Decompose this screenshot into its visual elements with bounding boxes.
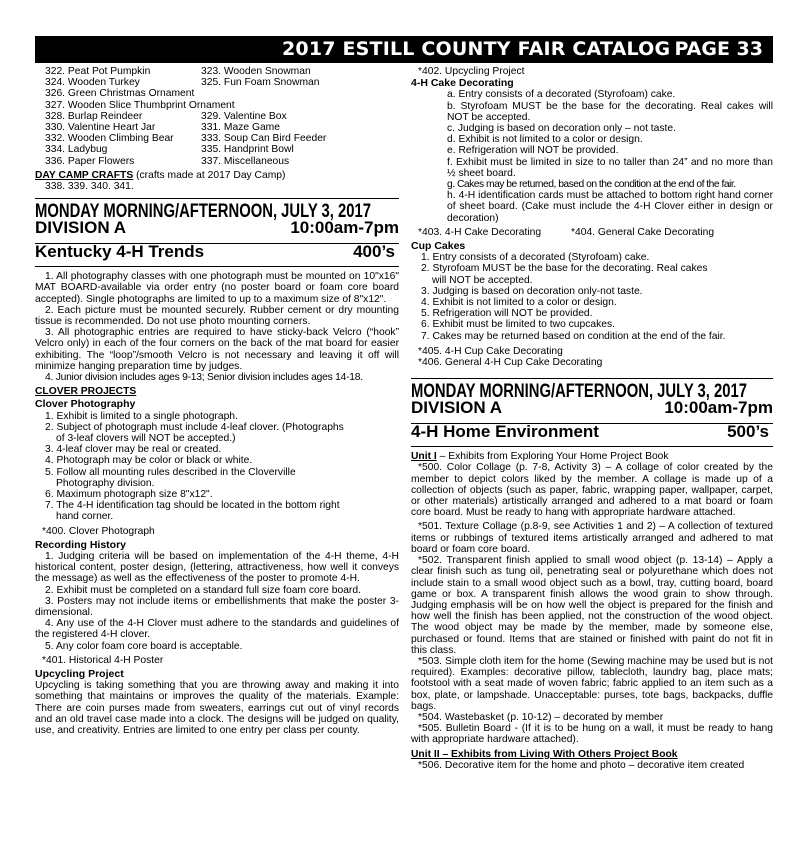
unit-1-heading — [411, 451, 773, 462]
list-item: 5. Refrigeration will NOT be provided. — [421, 308, 593, 320]
list-item: hand corner. — [56, 511, 114, 523]
item-327: 327. Wooden Slice Thumbprint Ornament — [45, 99, 235, 111]
rule-paragraph: 5. Any color foam core board is acceptable. — [45, 640, 243, 652]
item-337: 337. Miscellaneous — [201, 155, 290, 167]
recording-history-heading: Recording History — [35, 538, 127, 551]
rule-paragraph: 2. Each picture must be mounted securely. Rubber cement or dry mounting tissue is recommended. Do not use photo mounting corners. — [35, 304, 399, 327]
list-item: 1. Exhibit is limited to a single photograph. — [45, 410, 238, 422]
list-item: d. Exhibit is not limited to a color or design. — [447, 134, 643, 146]
upcycling-paragraph: Upcycling is taking something that you are throwing away and making it into something that maintains or improves the quality of the materials. Example: There are coin purses made from sweaters, earrings cut out of vinyl records and an old travel case made into a clock. The designs will be judged on quality, use, and creativity. Entries are limited to one entry per class per county. — [35, 680, 399, 737]
division-time: 10:00am-7pm — [664, 398, 773, 418]
clover-projects-heading: CLOVER PROJECTS — [35, 386, 137, 398]
unit-2-heading: Unit II – Exhibits from Living With Others Project Book — [411, 748, 678, 760]
list-item — [35, 77, 399, 88]
list-item: 5. Follow all mounting rules described in the Cloverville — [45, 466, 296, 478]
section-title: Kentucky 4-H Trends — [35, 242, 205, 262]
list-item: e. Refrigeration will NOT be provided. — [447, 145, 619, 157]
rule-paragraph: 4. Any use of the 4-H Clover must adhere to the standards and guidelines of the registered 4-H clover. — [35, 618, 399, 641]
day-camp-heading — [35, 170, 399, 181]
schedule-heading: MONDAY MORNING/AFTERNOON, JULY 3, 2017 — [35, 201, 372, 223]
list-item: 7. The 4-H identification tag should be located in the bottom right — [45, 500, 340, 512]
cake-rules — [411, 89, 773, 223]
rule-paragraph: 4. Junior division includes ages 9-13; Senior division includes ages 14-18. — [45, 371, 363, 383]
item-336: 336. Paper Flowers — [45, 155, 135, 167]
section-row — [411, 424, 773, 446]
unit-1-text: – Exhibits from Exploring Your Home Project Book — [436, 451, 669, 463]
list-item: a. Entry consists of a decorated (Styrofoam) cake. — [447, 89, 676, 101]
division-row — [411, 398, 773, 421]
division-label: DIVISION A — [411, 398, 502, 418]
list-item: 6. Exhibit must be limited to two cupcakes. — [421, 319, 616, 331]
clover-photo-heading: Clover Photography — [35, 398, 136, 411]
list-item: 2. Styrofoam MUST be the base for the decorating. Real cakes — [421, 263, 708, 275]
list-item: 7. Cakes may be returned based on condition at the end of the fair. — [421, 330, 726, 342]
list-item — [35, 111, 399, 122]
division-label: DIVISION A — [35, 218, 126, 238]
list-item: 2. Subject of photograph must include 4-leaf clover. (Photographs — [45, 421, 344, 433]
rule-paragraph: 1. All photography classes with one photograph must be mounted on 10"x16" MAT BOARD-available via order entry (no poster board or foam core board accepted). Single photographs are limited to up to a maximum size of 8"x12". — [35, 271, 399, 305]
item-328: 328. Burlap Reindeer — [45, 110, 143, 122]
cup-cakes-heading: Cup Cakes — [411, 240, 466, 253]
section-number: 400’s — [353, 242, 395, 262]
item-332: 332. Wooden Climbing Bear — [45, 133, 174, 145]
list-item: f. Exhibit must be limited in size to no taller than 24” and no more than ½ sheet board. — [447, 156, 773, 179]
page-header-bar — [35, 36, 773, 63]
list-item — [35, 122, 399, 133]
class-403: *403. 4-H Cake Decorating — [418, 226, 542, 238]
unit-1-label: Unit I — [411, 451, 437, 463]
section-title: 4-H Home Environment — [411, 422, 599, 442]
item-322: 322. Peat Pot Pumpkin — [45, 66, 151, 77]
entry-paragraph: *504. Wastebasket (p. 10-12) – decorated by member — [418, 711, 664, 723]
class-400: *400. Clover Photograph — [42, 525, 155, 537]
list-item — [35, 133, 399, 144]
day-camp-title: DAY CAMP CRAFTS — [35, 169, 134, 181]
item-323: 323. Wooden Snowman — [201, 66, 311, 77]
class-404: *404. General Cake Decorating — [571, 226, 715, 238]
right-column — [411, 66, 773, 771]
list-item: 1. Entry consists of a decorated (Styrofoam) cake. — [421, 252, 650, 264]
list-item: of 3-leaf clovers will NOT be accepted.) — [56, 432, 236, 444]
list-item — [35, 66, 399, 77]
list-item: Photography division. — [56, 477, 155, 489]
entry-paragraph: *500. Color Collage (p. 7-8, Activity 3) – A collage of color created by the member to depict colors liked by the member. A collage is made up of a collection of objects (such as paper, fabric, wrapping paper, wallpaper, carpet, or other materials) artistically arranged and adhered to a mat board or foam core board. Must be ready to hang with appropriate hardware attached. — [411, 462, 773, 519]
item-325: 325. Fun Foam Snowman — [201, 77, 320, 89]
item-324: 324. Wooden Turkey — [45, 77, 140, 89]
class-row — [411, 227, 773, 238]
class-401: *401. Historical 4-H Poster — [42, 654, 164, 666]
rule-paragraph: 3. All photographic entries are required to have sticky-back Velcro (“hook” Velcro only) in each of the four corners on the back of the mat board for easier exhibiting. The “loop”/smooth Velcro is not necessary and leaving it off will minimize hanging preparation time by judges. — [35, 327, 399, 372]
class-402: *402. Upcycling Project — [418, 66, 525, 77]
item-333: 333. Soup Can Bird Feeder — [201, 133, 327, 145]
entry-paragraph: *501. Texture Collage (p.8-9, see Activities 1 and 2) – A collection of textured items or rubbings of textured items artistically arranged and adhered to mat board or foam core board. — [411, 521, 773, 555]
section-number: 500’s — [727, 422, 769, 442]
item-335: 335. Handprint Bowl — [201, 144, 294, 156]
entry-paragraph: *505. Bulletin Board - (If it is to be hung on a wall, it must be ready to hang with appropriate hardware attached). — [411, 723, 773, 746]
list-item: will NOT be accepted. — [432, 274, 533, 286]
item-331: 331. Maze Game — [201, 121, 280, 133]
list-item: 6. Maximum photograph size 8"x12". — [45, 488, 213, 500]
list-item: g. Cakes may be returned, based on the condition at the end of the fair. — [447, 179, 736, 191]
class-405: *405. 4-H Cup Cake Decorating — [418, 345, 563, 357]
item-330: 330. Valentine Heart Jar — [45, 121, 156, 133]
division-row — [35, 218, 399, 241]
item-334: 334. Ladybug — [45, 144, 108, 156]
rule-paragraph: 3. Posters may not include items or embellishments that make the poster 3-dimensional. — [35, 595, 399, 619]
list-item — [35, 144, 399, 155]
catalog-title: 2017 ESTILL COUNTY FAIR CATALOG — [282, 38, 671, 60]
entry-paragraph: *503. Simple cloth item for the home (Sewing machine may be used but is not required). Examples: decorative pillow, tablecloth, laundry bag, place mats; footstool with a seat made of woven fabric; fabric applied to an item such as a box, plate, or lampshade. Unacceptable: purses, tote bags, backpacks, duffle bags. — [411, 655, 773, 712]
entry-506: *506. Decorative item for the home and photo – decorative item created — [418, 759, 745, 771]
list-item: b. Styrofoam MUST be the base for the decorating. Real cakes will NOT be accepted. — [447, 100, 773, 123]
list-item: 3. Judging is based on decoration only-not taste. — [421, 285, 643, 297]
list-item: 4. Exhibit is not limited to a color or design. — [421, 297, 617, 309]
rule-paragraph: 1. Judging criteria will be based on implementation of the 4-H theme, 4-H historical content, poster design, (lettering, attractiveness, how well it conveys the message) as well as the effectiveness of the poster to promote 4-H. — [35, 551, 399, 585]
item-326: 326. Green Christmas Ornament — [45, 88, 195, 100]
list-item — [35, 156, 399, 167]
division-time: 10:00am-7pm — [290, 218, 399, 238]
page-number: PAGE 33 — [674, 38, 763, 60]
item-329: 329. Valentine Box — [201, 110, 287, 122]
cake-decorating-heading: 4-H Cake Decorating — [411, 77, 514, 90]
list-item: 4. Photograph may be color or black or white. — [45, 455, 253, 467]
section-row — [35, 244, 399, 266]
schedule-heading: MONDAY MORNING/AFTERNOON, JULY 3, 2017 — [411, 381, 748, 403]
day-camp-items: 338. 339. 340. 341. — [45, 180, 134, 192]
upcycling-heading: Upcycling Project — [35, 668, 124, 681]
day-camp-note: (crafts made at 2017 Day Camp) — [133, 169, 286, 181]
list-item: c. Judging is based on decoration only – not taste. — [447, 123, 676, 135]
list-item: 3. 4-leaf clover may be real or created. — [45, 444, 222, 456]
entry-paragraph: *502. Transparent finish applied to small wood object (p. 13-14) – Apply a clear finish such as tung oil, penetrating seal or polyurethane which does not include stain to a small wood object such as a bowl, tray, cutting board, board game or box. A transparent finish allows the wood grain to show through. Judging emphasis will be on how well the object is prepared for the finish and how well the finish has been applied, not the construction of the wood object. The wood object may be made by the member, made by someone else, purchased or found. Items that are stained or finished with paint do not fit in this class. — [411, 555, 773, 656]
class-406: *406. General 4-H Cup Cake Decorating — [418, 357, 603, 369]
rule-paragraph: 2. Exhibit must be completed on a standard full size foam core board. — [45, 584, 361, 596]
list-item: h. 4-H identification cards must be attached to bottom right hand corner of sheet board. (Cake must include the 4-H Clover either in design or decoration) — [447, 190, 773, 224]
left-column — [35, 66, 399, 736]
